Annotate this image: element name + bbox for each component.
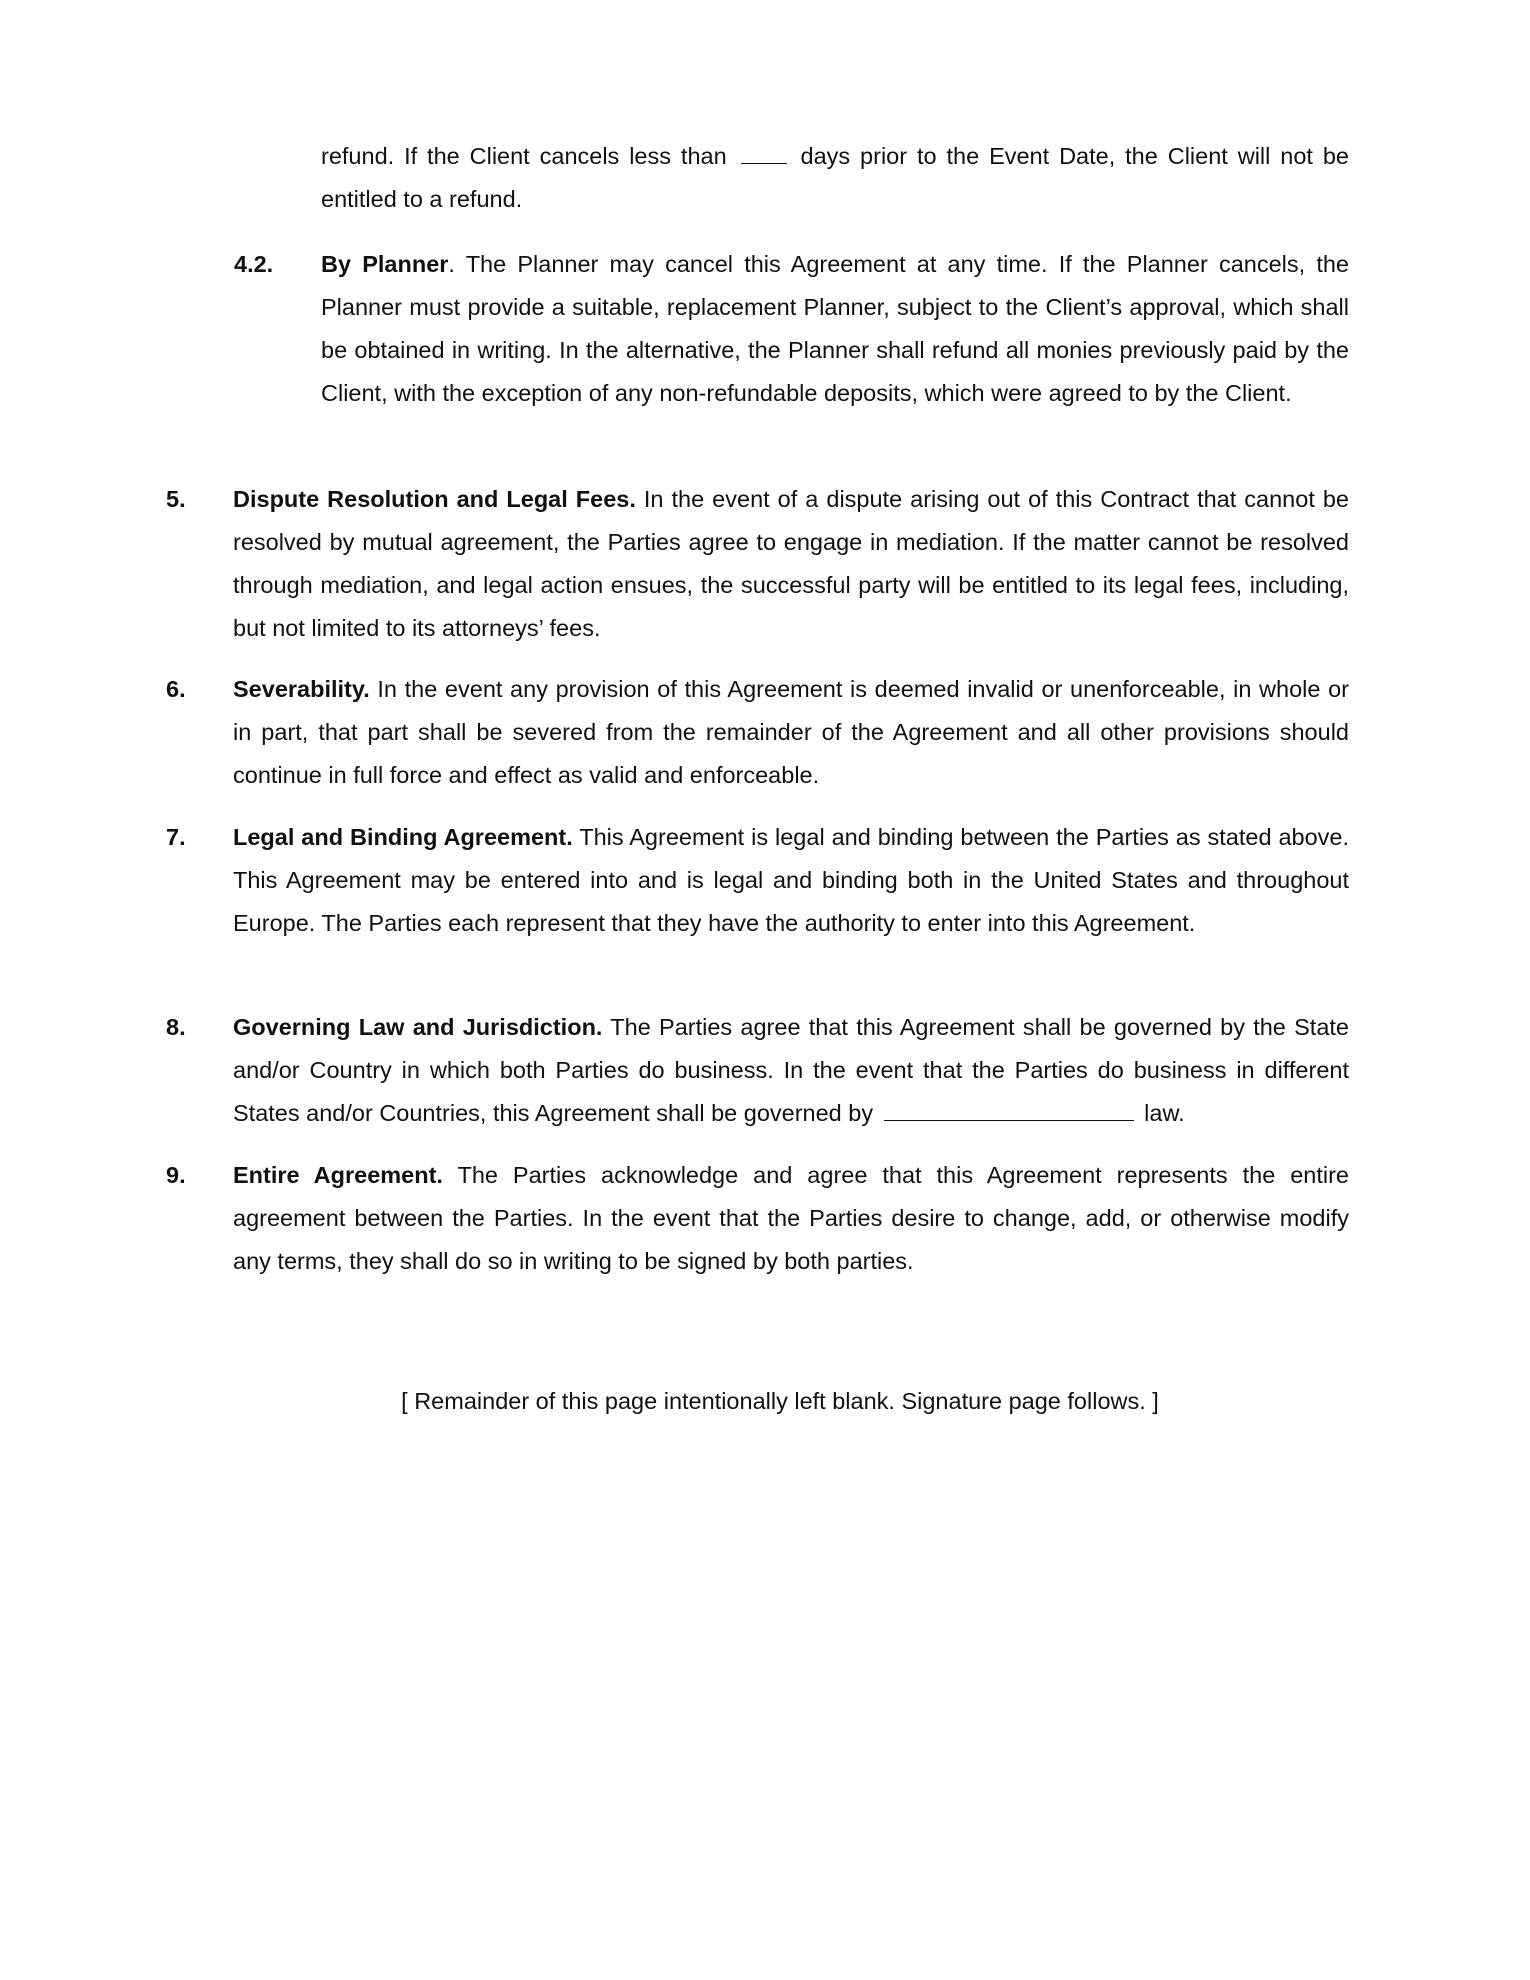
subsection-4-2: [234, 243, 1349, 415]
section-heading: Governing Law and Jurisdiction.: [233, 1014, 603, 1040]
subsection-number: 4.2.: [234, 251, 274, 277]
section-6: [166, 668, 1349, 797]
closing-note: [ Remainder of this page intentionally left blank. Signature page follows. ]: [401, 1388, 1159, 1414]
governing-law-blank-field[interactable]: [884, 1094, 1134, 1121]
section-heading: Entire Agreement.: [233, 1162, 443, 1188]
section-text: This Agreement is legal and binding between the Parties as stated above. This Agreement may be entered into and is legal and binding both in the United States and throughout Europe. The Parties each represent that they have the authority to enter into this Agreement.: [233, 824, 1349, 936]
cancellation-continuation: [321, 135, 1349, 221]
section-number: 9.: [166, 1162, 186, 1188]
section-5: [166, 478, 1349, 650]
section-heading: Severability.: [233, 676, 370, 702]
section-text: In the event of a dispute arising out of this Contract that cannot be resolved by mutual agreement, the Parties agree to engage in mediation. If the matter cannot be resolved through mediation, and legal action ensues, the successful party will be entitled to its legal fees, including, but not limited to its attorneys’ fees.: [233, 486, 1350, 641]
section-heading: Legal and Binding Agreement.: [233, 824, 573, 850]
subsection-text: . The Planner may cancel this Agreement at any time. If the Planner cancels, the Planner must provide a suitable, replacement Planner, subject to the Client’s approval, which shall be obtained in writing. In the alternative, the Planner shall refund all monies previously paid by the Client, with the exception of any non-refundable deposits, which were agreed to by the Client.: [321, 251, 1349, 406]
section-text: In the event any provision of this Agreement is deemed invalid or unenforceable, in whole or in part, that part shall be severed from the remainder of the Agreement and all other provisions should continue in full force and effect as valid and enforceable.: [233, 676, 1349, 788]
continuation-text-b: days prior to the Event Date, the Client will not be entitled to a refund.: [321, 143, 1349, 212]
section-8: [166, 1006, 1349, 1135]
section-number: 6.: [166, 676, 186, 702]
continuation-text-a: refund. If the Client cancels less than: [321, 143, 727, 169]
section-9: [166, 1154, 1349, 1283]
section-7: [166, 816, 1349, 945]
section-text-a: The Parties agree that this Agreement shall be governed by the State and/or Country in which both Parties do business. In the event that the Parties do business in different States and/or Countries, this Agreement shall be governed by: [233, 1014, 1349, 1126]
section-text: The Parties acknowledge and agree that this Agreement represents the entire agreement between the Parties. In the event that the Parties desire to change, add, or otherwise modify any terms, they shall do so in writing to be signed by both parties.: [233, 1162, 1349, 1274]
section-number: 8.: [166, 1014, 186, 1040]
subsection-heading: By Planner: [321, 251, 449, 277]
section-number: 7.: [166, 824, 186, 850]
section-text-b: law.: [1144, 1100, 1185, 1126]
days-blank-field[interactable]: [741, 137, 787, 164]
section-number: 5.: [166, 486, 186, 512]
section-heading: Dispute Resolution and Legal Fees.: [233, 486, 636, 512]
